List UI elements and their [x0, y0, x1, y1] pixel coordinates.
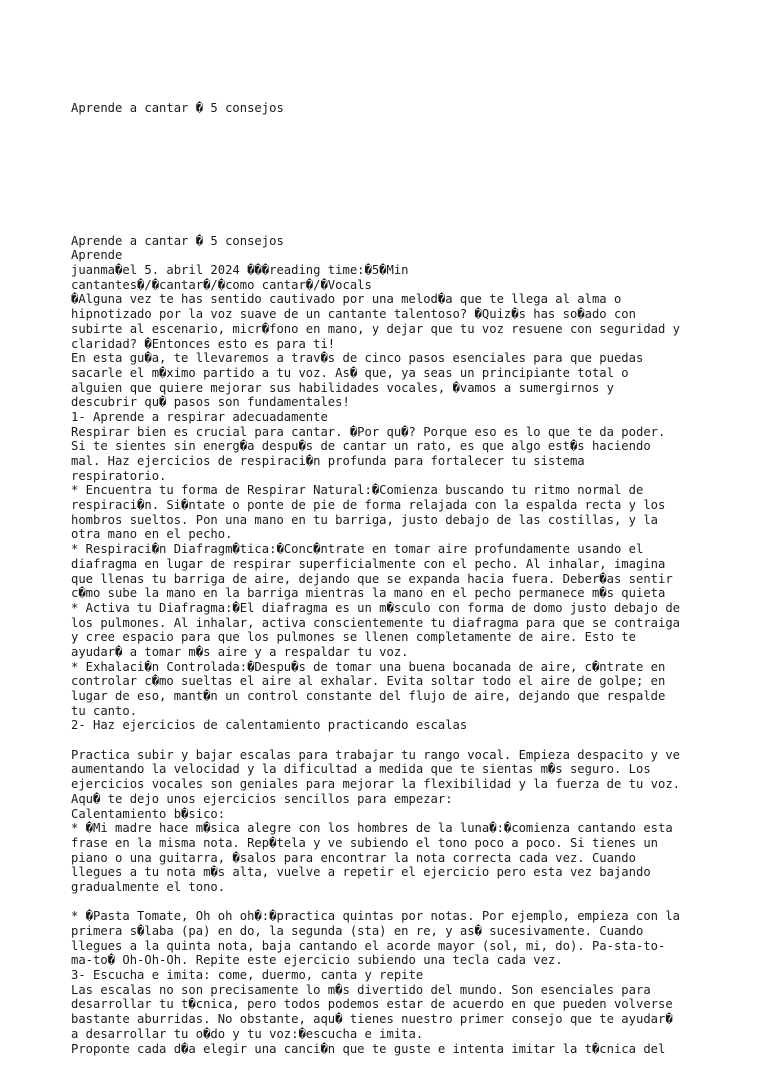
text-line: sacarle el m�ximo partido a tu voz. As� que, ya seas un principiante total o	[71, 365, 629, 380]
text-line: mal. Haz ejercicios de respiraci�n profunda para fortalecer tu sistema	[71, 454, 585, 468]
text-line: desarrollar tu t�cnica, pero todos podemos estar de acuerdo en que pueden volverse	[71, 997, 673, 1012]
text-line: Proponte cada d�a elegir una canci�n que te guste e intenta imitar la t�cnica del	[71, 1041, 666, 1056]
blank-line	[71, 146, 761, 161]
text-line: primera s�laba (pa) en do, la segunda (sta) en re, y as� sucesivamente. Cuando	[71, 924, 644, 938]
text-line: Calentamiento b�sico:	[71, 806, 226, 821]
text-line: * �Pasta Tomate, Oh oh oh�:�practica quintas por notas. Por ejemplo, empieza con la	[71, 909, 681, 924]
text-line: respiraci�n. Si�ntate o ponte de pie de forma relajada con la espalda recta y los	[71, 498, 666, 513]
text-line: Practica subir y bajar escalas para trabajar tu rango vocal. Empieza despacito y ve	[71, 747, 681, 762]
text-line	[71, 895, 761, 910]
text-line: Las escalas no son precisamente lo m�s divertido del mundo. Son esenciales para	[71, 982, 651, 997]
text-line	[71, 733, 761, 748]
text-line: tu canto.	[71, 703, 138, 718]
text-line: que llenas tu barriga de aire, dejando que se expanda hacia fuera. Deber�as sentir	[71, 571, 673, 586]
text-line: 1- Aprende a respirar adecuadamente	[71, 409, 328, 424]
document-body	[71, 72, 761, 1071]
text-line: * Encuentra tu forma de Respirar Natural:�Comienza buscando tu ritmo normal de	[71, 483, 644, 498]
text-line: 2- Haz ejercicios de calentamiento practicando escalas	[71, 718, 468, 733]
text-line: * Activa tu Diafragma:�El diafragma es un m�sculo con forma de domo justo debajo de	[71, 600, 681, 615]
text-line: �Alguna vez te has sentido cautivado por una melod�a que te llega al alma o	[71, 292, 622, 307]
text-line: alguien que quiere mejorar sus habilidades vocales, �vamos a sumergirnos y	[71, 380, 614, 395]
text-line: subirte al escenario, micr�fono en mano, y dejar que tu voz resuene con seguridad y	[71, 321, 681, 336]
text-line: * Respiraci�n Diafragm�tica:�Conc�ntrate en tomar aire profundamente usando el	[71, 542, 644, 557]
text-line: ayudar� a tomar m�s aire y a respaldar tu voz.	[71, 644, 409, 659]
text-line: piano o una guitarra, �salos para encontrar la nota correcta cada vez. Cuando	[71, 850, 636, 865]
text-line: Aprende a cantar � 5 consejos	[71, 233, 284, 248]
text-line: diafragma en lugar de respirar superficialmente con el pecho. Al inhalar, imagina	[71, 556, 666, 571]
text-line: controlar c�mo sueltas el aire al exhalar. Evita soltar todo el aire de golpe; en	[71, 674, 666, 689]
text-line: * �Mi madre hace m�sica alegre con los hombres de la luna�:�comienza cantando esta	[71, 821, 673, 836]
text-line: Aprende	[71, 248, 123, 263]
text-line: respiratorio.	[71, 468, 167, 483]
text-line: hombros sueltos. Pon una mano en tu barriga, justo debajo de las costillas, y la	[71, 512, 658, 527]
text-line: claridad? �Entonces esto es para ti!	[71, 336, 336, 351]
text-line: hipnotizado por la voz suave de un cantante talentoso? �Quiz�s has so�ado con	[71, 307, 636, 322]
text-line: ma-to� Oh-Oh-Oh. Repite este ejercicio subiendo una tecla cada vez.	[71, 953, 563, 968]
text-line: descubrir qu� pasos son fundamentales!	[71, 395, 350, 410]
text-line: bastante aburridas. No obstante, aqu� tienes nuestro primer consejo que te ayudar�	[71, 1012, 673, 1027]
text-line: los pulmones. Al inhalar, activa conscientemente tu diafragma para que se contraiga	[71, 615, 681, 630]
text-line: frase en la misma nota. Rep�tela y ve subiendo el tono poco a poco. Si tienes un	[71, 835, 658, 850]
text-line: juanma�el 5. abril 2024 ���reading time:�5�Min	[71, 263, 409, 278]
document-lines	[71, 234, 761, 1057]
text-line: 3- Escucha e imita: come, duermo, canta y repite	[71, 968, 424, 983]
text-line: c�mo sube la mano en la barriga mientras la mano en el pecho permanece m�s quieta	[71, 586, 666, 601]
text-line: lugar de eso, mant�n un control constante del flujo de aire, dejando que respalde	[71, 689, 666, 703]
text-line: * Exhalaci�n Controlada:�Despu�s de tomar una buena bocanada de aire, c�ntrate en	[71, 659, 666, 674]
text-line: gradualmente el tono.	[71, 879, 226, 894]
text-line: y cree espacio para que los pulmones se llenen completamente de aire. Esto te	[71, 630, 636, 645]
text-line: aumentando la velocidad y la dificultad a medida que te sientas m�s seguro. Los	[71, 762, 651, 777]
text-line: llegues a la quinta nota, baja cantando el acorde mayor (sol, mi, do). Pa-sta-to-	[71, 938, 666, 953]
blank-line	[71, 190, 761, 205]
text-line: otra mano en el pecho.	[71, 527, 233, 542]
text-line: En esta gu�a, te llevaremos a trav�s de cinco pasos esenciales para que puedas	[71, 351, 644, 366]
text-line: llegues a tu nota m�s alta, vuelve a repetir el ejercicio pero esta vez bajando	[71, 865, 651, 880]
text-line: cantantes�/�cantar�/�como cantar�/�Vocals	[71, 277, 372, 292]
text-line: a desarrollar tu o�do y tu voz:�escucha e imita.	[71, 1026, 424, 1041]
text-line: Respirar bien es crucial para cantar. �Por qu�? Porque eso es lo que te da poder.	[71, 424, 666, 439]
header-title: Aprende a cantar � 5 consejos	[71, 101, 284, 116]
text-line: ejercicios vocales son geniales para mejorar la flexibilidad y la fuerza de tu voz.	[71, 777, 681, 792]
text-line: Si te sientes sin energ�a despu�s de cantar un rato, es que algo est�s haciendo	[71, 439, 651, 454]
text-line: Aqu� te dejo unos ejercicios sencillos para empezar:	[71, 791, 453, 806]
